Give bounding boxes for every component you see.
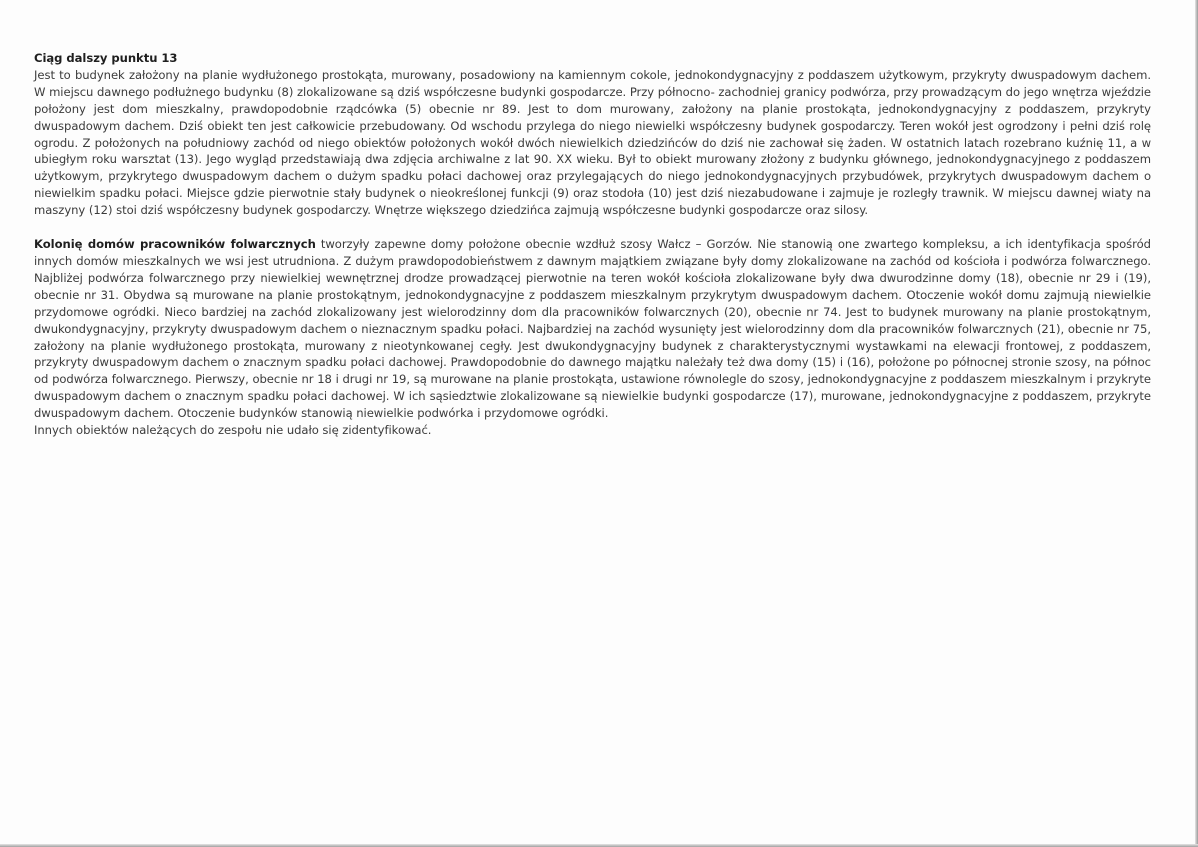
closing-sentence: Innych obiektów należących do zespołu nie udało się zidentyfikować.	[34, 423, 432, 438]
paragraph-workers-colony	[34, 236, 1151, 422]
document-text	[34, 50, 1151, 439]
paragraph-point-13: Jest to budynek założony na planie wydłużonego prostokąta, murowany, posadowiony na kamiennym cokole, jednokondygnacyjny z poddaszem użytkowym, przykryty dwuspadowym dachem. W miejscu dawnego podłużnego budynku (8) zlokalizowane są dziś współczesne budynki gospodarcze. Przy północno- zachodniej granicy podwórza, przy prowadzącym do jego wnętrza wjeździe położony jest dom mieszkalny, prawdopodobnie rządcówka (5) obecnie nr 89. Jest to dom murowany, założony na planie prostokąta, jednokondygnacyjny z poddaszem, przykryty dwuspadowym dachem. Dziś obiekt ten jest całkowicie przebudowany. Od wschodu przylega do niego niewielki współczesny budynek gospodarczy. Teren wokół jest ogrodzony i pełni dziś rolę ogrodu. Z położonych na południowy zachód od niego obiektów położonych wokół dwóch niewielkich dziedzińców do dziś nie zachował się żaden. W ostatnich latach rozebrano kuźnię 11, a w ubiegłym roku warsztat (13). Jego wygląd przedstawiają dwa zdjęcia archiwalne z lat 90. XX wieku. Był to obiekt murowany złożony z budynku głównego, jednokondygnacyjnego z poddaszem użytkowym, przykrytego dwuspadowym dachem o dużym spadku połaci dachowej oraz przylegających do niego jednokondygnacyjnych przybudówek, przykrytych dwuspadowym dachem o niewielkim spadku połaci. Miejsce gdzie pierwotnie stały budynek o nieokreślonej funkcji (9) oraz stodoła (10) jest dziś niezabudowane i zajmuje je rozległy trawnik. W miejscu dawnej wiaty na maszyny (12) stoi dziś współczesny budynek gospodarczy. Wnętrze większego dziedzińca zajmują współczesne budynki gospodarcze oraz silosy.	[34, 67, 1151, 218]
section-heading: Ciąg dalszy punktu 13	[34, 51, 178, 65]
paragraph-workers-colony-body: tworzyły zapewne domy położone obecnie wzdłuż szosy Wałcz – Gorzów. Nie stanowią one zwartego kompleksu, a ich identyfikacja spośród innych domów mieszkalnych we wsi jest utrudniona. Z dużym prawdopodobieństwem z dawnym majątkiem związane były domy zlokalizowane na zachód od kościoła i podwórza folwarcznego. Najbliżej podwórza folwarcznego przy niewielkiej wewnętrznej drodze prowadzącej pierwotnie na teren wokół kościoła zlokalizowane były dwa dwurodzinne domy (18), obecnie nr 29 i (19), obecnie nr 31. Obydwa są murowane na planie prostokątnym, jednokondygnacyjne z poddaszem mieszkalnym przykrytym dwuspadowym dachem. Otoczenie wokół domu zajmują niewielkie przydomowe ogródki. Nieco bardziej na zachód zlokalizowany jest wielorodzinny dom dla pracowników folwarcznych (20), obecnie nr 74. Jest to budynek murowany na planie prostokątnym, dwukondygnacyjny, przykryty dwuspadowym dachem o nieznacznym spadku połaci. Najbardziej na zachód wysunięty jest wielorodzinny dom dla pracowników folwarcznych (21), obecnie nr 75, założony na planie wydłużonego prostokąta, murowany z nieotynkowanej cegły. Jest dwukondygnacyjny budynek z charakterystycznymi wystawkami na elewacji frontowej, z poddaszem, przykryty dwuspadowym dachem o znacznym spadku połaci dachowej. Prawdopodobnie do dawnego majątku należały też dwa domy (15) i (16), położone po północnej stronie szosy, na północ od podwórza folwarcznego. Pierwszy, obecnie nr 18 i drugi nr 19, są murowane na planie prostokąta, ustawione równolegle do szosy, jednokondygnacyjne z poddaszem mieszkalnym i przykryte dwuspadowym dachem o znacznym spadku połaci dachowej. W ich sąsiedztwie zlokalizowane są niewielkie budynki gospodarcze (17), murowane, jednokondygnacyjne z poddaszem, przykryte dwuspadowym dachem. Otoczenie budynków stanowią niewielkie podwórka i przydomowe ogródki.	[34, 237, 1151, 421]
paragraph-lead-bold: Kolonię domów pracowników folwarcznych	[34, 237, 316, 252]
paragraph-gap	[34, 219, 1151, 236]
